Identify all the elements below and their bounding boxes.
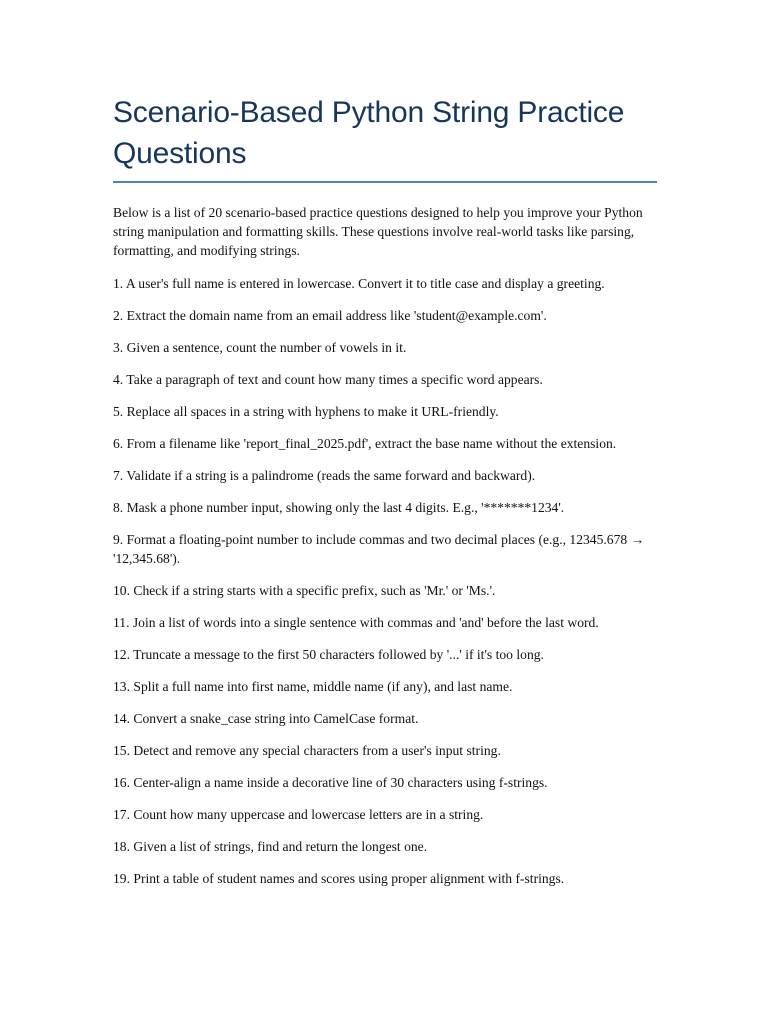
question-item: 3. Given a sentence, count the number of vowels in it.: [113, 340, 407, 355]
question-list: [113, 274, 658, 888]
question-item: 9. Format a floating-point number to include commas and two decimal places (e.g., 12345.678 → '12,345.68').: [113, 532, 645, 566]
question-item: 19. Print a table of student names and scores using proper alignment with f-strings.: [113, 871, 565, 886]
question-item: 13. Split a full name into first name, middle name (if any), and last name.: [113, 679, 513, 694]
question-item: 14. Convert a snake_case string into CamelCase format.: [113, 711, 419, 726]
question-item: 10. Check if a string starts with a specific prefix, such as 'Mr.' or 'Ms.'.: [113, 583, 496, 598]
intro-paragraph: Below is a list of 20 scenario-based practice questions designed to help you improve your Python string manipulation and formatting skills. These questions involve real-world tasks like parsing, formatting, and modifying strings.: [113, 205, 643, 258]
document-title: Scenario-Based Python String Practice Questions: [113, 96, 625, 170]
question-item: 15. Detect and remove any special characters from a user's input string.: [113, 743, 501, 758]
title-underline-rule: [113, 181, 657, 183]
question-item: 12. Truncate a message to the first 50 characters followed by '...' if it's too long.: [113, 647, 544, 662]
question-item: 4. Take a paragraph of text and count how many times a specific word appears.: [113, 372, 543, 387]
question-item: 17. Count how many uppercase and lowercase letters are in a string.: [113, 807, 484, 822]
question-item: 6. From a filename like 'report_final_2025.pdf', extract the base name without the extension.: [113, 436, 617, 451]
question-item: 18. Given a list of strings, find and return the longest one.: [113, 839, 428, 854]
question-item: 7. Validate if a string is a palindrome (reads the same forward and backward).: [113, 468, 536, 483]
question-item: 11. Join a list of words into a single sentence with commas and 'and' before the last word.: [113, 615, 599, 630]
question-item: 5. Replace all spaces in a string with hyphens to make it URL-friendly.: [113, 404, 499, 419]
question-item: 16. Center-align a name inside a decorative line of 30 characters using f-strings.: [113, 775, 548, 790]
question-item: 1. A user's full name is entered in lowercase. Convert it to title case and display a greeting.: [113, 276, 605, 291]
question-item: 8. Mask a phone number input, showing only the last 4 digits. E.g., '*******1234'.: [113, 500, 565, 515]
question-item: 2. Extract the domain name from an email address like 'student@example.com'.: [113, 308, 547, 323]
document-page: [113, 92, 658, 888]
